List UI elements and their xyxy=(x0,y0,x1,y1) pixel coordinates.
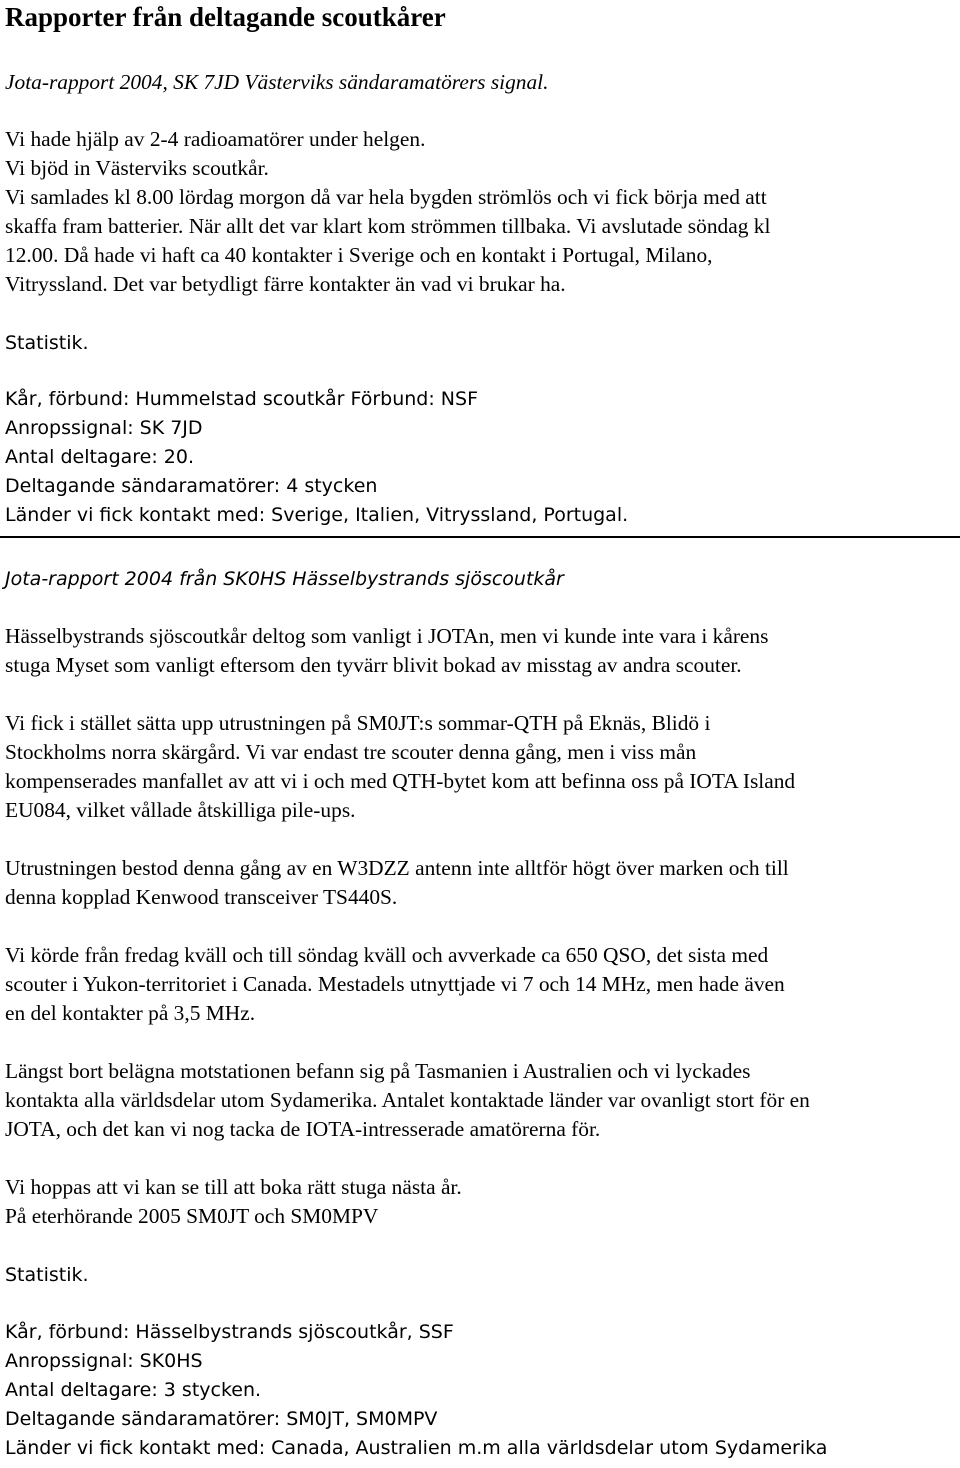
report2-line: Vi fick i stället sätta upp utrustningen på SM0JT:s sommar-QTH på Eknäs, Blidö i xyxy=(5,711,711,735)
report2-line: Stockholms norra skärgård. Vi var endast tre scouter denna gång, men i viss mån xyxy=(5,740,697,764)
report2-line: stuga Myset som vanligt eftersom den tyvärr blivit bokad av misstag av andra scouter. xyxy=(5,653,742,677)
report2-paragraph xyxy=(5,941,955,1028)
report2-line: JOTA, och det kan vi nog tacka de IOTA-intresserade amatörerna för. xyxy=(5,1117,601,1141)
report2-paragraph xyxy=(5,854,955,912)
report2-stat-line: Kår, förbund: Hässelbystrands sjöscoutkår, SSF xyxy=(5,1321,454,1343)
report2-line: EU084, vilket vållade åtskilliga pile-ups. xyxy=(5,798,356,822)
report1-line: Vi samlades kl 8.00 lördag morgon då var hela bygden strömlös och vi fick börja med att xyxy=(5,185,767,209)
report2-title-text: Jota-rapport 2004 från SK0HS Hässelbystrands sjöscoutkår xyxy=(5,568,564,590)
report1-line: 12.00. Då hade vi haft ca 40 kontakter i Sverige och en kontakt i Portugal, Milano, xyxy=(5,243,713,267)
report1-stats-heading: Statistik. xyxy=(5,332,89,354)
report2-paragraph xyxy=(5,1057,955,1144)
report1-line: Vi hade hjälp av 2-4 radioamatörer under helgen. xyxy=(5,127,426,151)
report1-title xyxy=(5,68,955,97)
report1-stat-line: Kår, förbund: Hummelstad scoutkår Förbund: NSF xyxy=(5,388,478,410)
report2-line: Vi körde från fredag kväll och till söndag kväll och avverkade ca 650 QSO, det sista med xyxy=(5,943,769,967)
report1-line: Vi bjöd in Västerviks scoutkår. xyxy=(5,156,269,180)
report1-stats xyxy=(5,385,955,530)
report2-paragraph xyxy=(5,709,955,825)
report1-title-text: Jota-rapport 2004, SK 7JD Västerviks sändaramatörers signal. xyxy=(5,70,549,94)
report2-line: scouter i Yukon-territoriet i Canada. Mestadels utnyttjade vi 7 och 14 MHz, men hade även xyxy=(5,972,785,996)
report2-paragraph xyxy=(5,1173,955,1231)
report1-body xyxy=(5,125,955,299)
report1-stat-line: Antal deltagare: 20. xyxy=(5,446,195,468)
report1-stat-line: Anropssignal: SK 7JD xyxy=(5,417,203,439)
report2-stat-line: Deltagande sändaramatörer: SM0JT, SM0MPV xyxy=(5,1408,438,1430)
report2-stats-heading: Statistik. xyxy=(5,1264,89,1286)
report2-line: en del kontakter på 3,5 MHz. xyxy=(5,1001,256,1025)
report2-stats xyxy=(5,1318,955,1463)
report1-line: Vitryssland. Det var betydligt färre kontakter än vad vi brukar ha. xyxy=(5,272,566,296)
report2-stat-line: Länder vi fick kontakt med: Canada, Australien m.m alla världsdelar utom Sydamerika xyxy=(5,1437,828,1459)
report2-line: denna kopplad Kenwood transceiver TS440S. xyxy=(5,885,398,909)
report2-paragraph xyxy=(5,622,955,680)
report1-stats-title xyxy=(5,328,955,358)
report2-line: På eterhörande 2005 SM0JT och SM0MPV xyxy=(5,1204,379,1228)
section-divider xyxy=(0,536,960,538)
report2-line: kompenserades manfallet av att vi i och med QTH-bytet kom att befinna oss på IOTA Island xyxy=(5,769,796,793)
report1-stat-line: Länder vi fick kontakt med: Sverige, Italien, Vitryssland, Portugal. xyxy=(5,504,629,526)
report1-stat-line: Deltagande sändaramatörer: 4 stycken xyxy=(5,475,378,497)
report2-stat-line: Antal deltagare: 3 stycken. xyxy=(5,1379,262,1401)
report2-line: Vi hoppas att vi kan se till att boka rätt stuga nästa år. xyxy=(5,1175,462,1199)
report2-stat-line: Anropssignal: SK0HS xyxy=(5,1350,203,1372)
page-heading: Rapporter från deltagande scoutkårer xyxy=(5,2,446,32)
report1-line: skaffa fram batterier. När allt det var klart kom strömmen tillbaka. Vi avslutade söndag kl xyxy=(5,214,771,238)
report2-line: Längst bort belägna motstationen befann sig på Tasmanien i Australien och vi lyckades xyxy=(5,1059,751,1083)
report2-line: Hässelbystrands sjöscoutkår deltog som vanligt i JOTAn, men vi kunde inte vara i kårens xyxy=(5,624,769,648)
report2-title xyxy=(5,565,955,594)
report2-line: kontakta alla världsdelar utom Sydamerika. Antalet kontaktade länder var ovanligt stort för en xyxy=(5,1088,810,1112)
report2-stats-title xyxy=(5,1260,955,1290)
report2-line: Utrustningen bestod denna gång av en W3DZZ antenn inte alltför högt över marken och till xyxy=(5,856,789,880)
